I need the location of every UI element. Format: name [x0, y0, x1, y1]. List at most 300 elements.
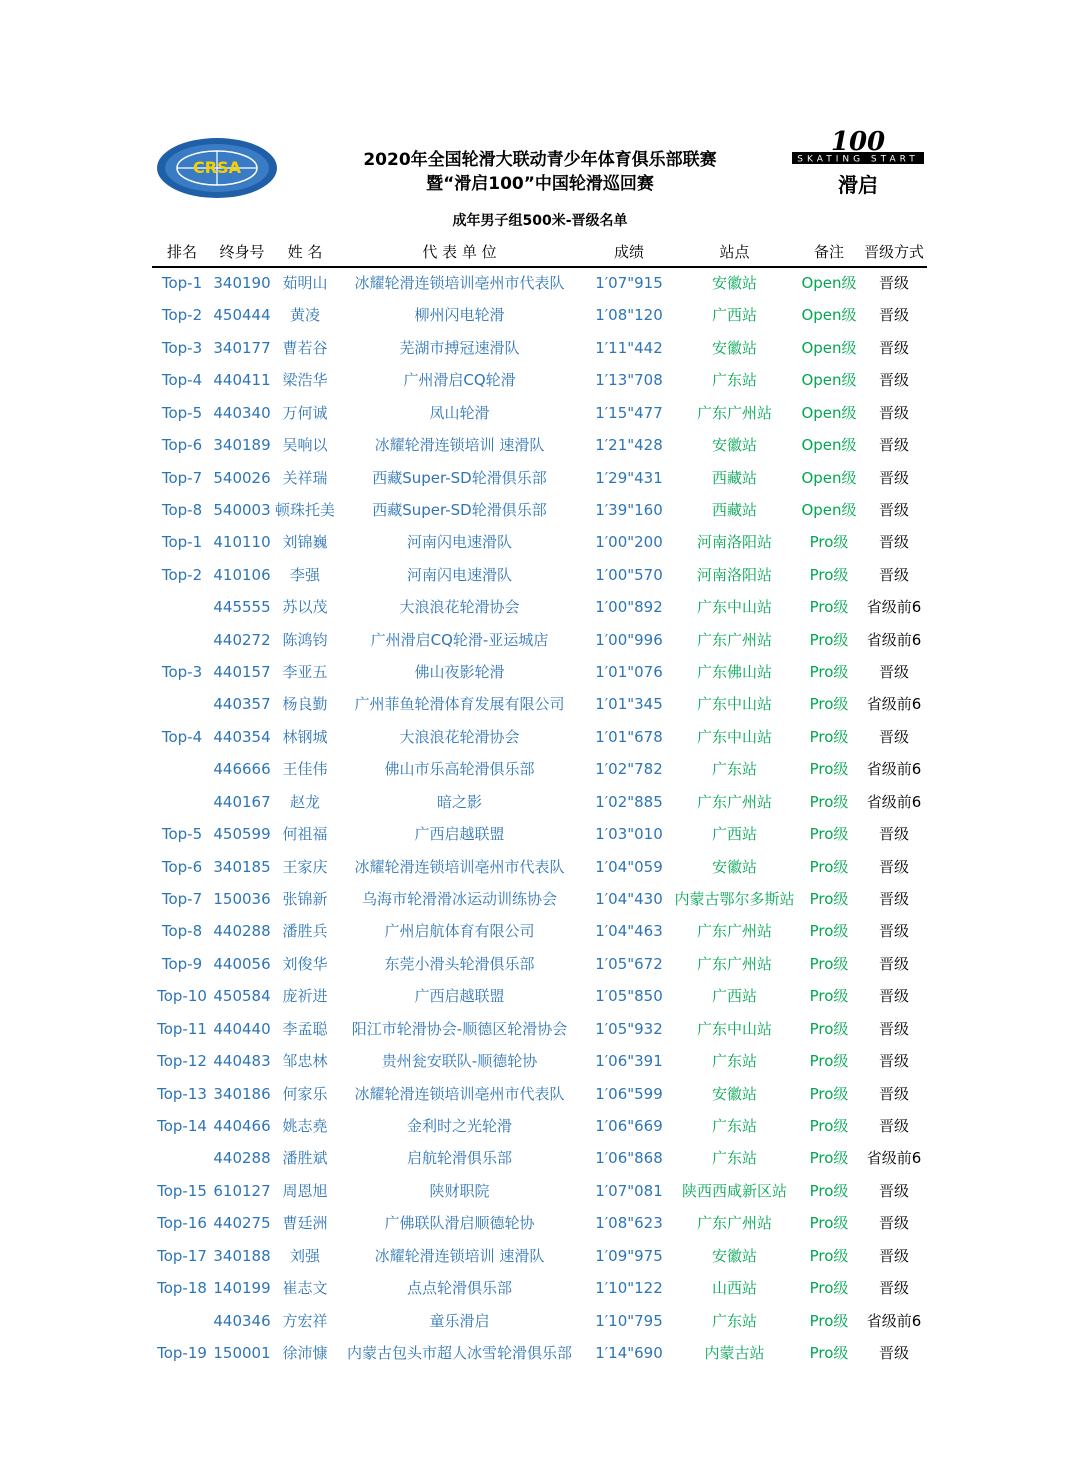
mode-cell: 晋级 — [878, 1279, 909, 1298]
unit-cell: 广州滑启CQ轮滑-亚运城店 — [370, 630, 549, 649]
id-cell: 440354 — [213, 727, 271, 746]
page-title-line2: 暨“滑启100”中国轮滑巡回赛 — [426, 174, 654, 194]
mode-cell: 晋级 — [878, 857, 909, 876]
table-row — [152, 1240, 927, 1272]
table-row — [152, 688, 927, 720]
table-row — [152, 559, 927, 591]
unit-cell: 冰耀轮滑连锁培训亳州市代表队 — [354, 1084, 565, 1103]
mode-cell: 省级前6 — [866, 695, 922, 714]
id-cell: 340188 — [213, 1246, 271, 1265]
score-cell: 1′10"795 — [595, 1311, 663, 1330]
station-cell: 广东站 — [711, 760, 757, 779]
name-cell: 庞祈进 — [282, 987, 328, 1006]
name-cell: 徐沛慷 — [282, 1343, 328, 1362]
station-cell: 山西站 — [711, 1279, 757, 1298]
score-cell: 1′08"120 — [595, 306, 663, 325]
mode-cell: 晋级 — [878, 1214, 909, 1233]
level-cell: Open级 — [801, 500, 857, 519]
unit-cell: 柳州闪电轮滑 — [414, 306, 505, 325]
mode-cell: 晋级 — [878, 1084, 909, 1103]
table-row — [152, 1207, 927, 1239]
mode-cell: 晋级 — [878, 1116, 909, 1135]
id-cell: 340177 — [213, 338, 271, 357]
id-cell: 440340 — [213, 403, 271, 422]
id-cell: 440272 — [213, 630, 271, 649]
table-row — [152, 332, 927, 364]
name-cell: 潘胜兵 — [282, 922, 328, 941]
rank-cell: Top-18 — [157, 1279, 207, 1298]
station-cell: 内蒙古站 — [704, 1343, 765, 1362]
name-cell: 赵龙 — [289, 792, 320, 811]
id-cell: 446666 — [213, 760, 271, 779]
level-cell: Pro级 — [809, 533, 849, 552]
name-cell: 关祥瑞 — [282, 468, 328, 487]
level-cell: Pro级 — [809, 1116, 849, 1135]
unit-cell: 河南闪电速滑队 — [406, 533, 512, 552]
id-cell: 440483 — [213, 1052, 271, 1071]
level-cell: Open级 — [801, 371, 857, 390]
name-cell: 李孟聪 — [282, 1019, 328, 1038]
id-cell: 440346 — [213, 1311, 271, 1330]
level-cell: Pro级 — [809, 1343, 849, 1362]
mode-cell: 晋级 — [878, 1246, 909, 1265]
rank-cell: Top-10 — [157, 987, 207, 1006]
unit-cell: 大浪浪花轮滑协会 — [399, 598, 520, 617]
unit-cell: 启航轮滑俱乐部 — [406, 1149, 512, 1168]
skating-start-logo — [790, 128, 926, 200]
mode-cell: 晋级 — [878, 371, 909, 390]
id-cell: 440275 — [213, 1214, 271, 1233]
name-cell: 陈鸿钧 — [282, 630, 328, 649]
score-cell: 1′00"200 — [595, 533, 663, 552]
col-level: 备注 — [813, 243, 844, 261]
id-cell: 540003 — [213, 500, 271, 519]
score-cell: 1′04"430 — [595, 890, 663, 909]
mode-cell: 省级前6 — [866, 792, 922, 811]
level-cell: Pro级 — [809, 922, 849, 941]
station-cell: 广东广州站 — [696, 792, 772, 811]
score-cell: 1′02"782 — [595, 760, 663, 779]
unit-cell: 广州启航体育有限公司 — [384, 922, 535, 941]
table-row — [152, 591, 927, 623]
station-cell: 西藏站 — [711, 468, 757, 487]
name-cell: 李强 — [289, 565, 320, 584]
rank-cell: Top-7 — [161, 468, 203, 487]
page-title: 2020年全国轮滑大联动青少年体育俱乐部联赛 — [363, 150, 717, 170]
id-cell: 440056 — [213, 954, 271, 973]
rank-cell: Top-7 — [161, 890, 203, 909]
score-cell: 1′09"975 — [595, 1246, 663, 1265]
table-row — [152, 851, 927, 883]
id-cell: 440357 — [213, 695, 271, 714]
table-row — [152, 494, 927, 526]
id-cell: 445555 — [213, 598, 271, 617]
unit-cell: 贵州瓮安联队-顺德轮协 — [381, 1052, 538, 1071]
mode-cell: 晋级 — [878, 890, 909, 909]
station-cell: 广东站 — [711, 1116, 757, 1135]
level-cell: Pro级 — [809, 1214, 849, 1233]
id-cell: 440157 — [213, 663, 271, 682]
table-row — [152, 883, 927, 915]
unit-cell: 暗之影 — [436, 792, 482, 811]
level-cell: Pro级 — [809, 695, 849, 714]
level-cell: Pro级 — [809, 1311, 849, 1330]
station-cell: 广西站 — [711, 987, 757, 1006]
table-row — [152, 818, 927, 850]
station-cell: 广东广州站 — [696, 630, 772, 649]
table-row — [152, 462, 927, 494]
score-cell: 1′01"345 — [595, 695, 663, 714]
level-cell: Open级 — [801, 274, 857, 292]
unit-cell: 陕财职院 — [429, 1181, 490, 1200]
table-row — [152, 1142, 927, 1174]
station-cell: 广东站 — [711, 1311, 757, 1330]
rank-cell: Top-6 — [161, 436, 203, 455]
level-cell: Pro级 — [809, 1279, 849, 1298]
mode-cell: 晋级 — [878, 500, 909, 519]
name-cell: 曹若谷 — [282, 338, 328, 357]
col-unit: 代 表 单 位 — [422, 243, 497, 261]
station-cell: 安徽站 — [711, 338, 757, 357]
col-id: 终身号 — [219, 243, 265, 261]
id-cell: 440288 — [213, 922, 271, 941]
mode-cell: 晋级 — [878, 727, 909, 746]
unit-cell: 点点轮滑俱乐部 — [406, 1279, 512, 1298]
name-cell: 何祖福 — [282, 825, 328, 844]
station-cell: 广东中山站 — [696, 727, 772, 746]
score-cell: 1′14"690 — [595, 1343, 663, 1362]
level-cell: Pro级 — [809, 954, 849, 973]
station-cell: 安徽站 — [711, 857, 757, 876]
rank-cell: Top-11 — [157, 1019, 207, 1038]
table-row — [152, 980, 927, 1012]
mode-cell: 晋级 — [878, 468, 909, 487]
table-row — [152, 915, 927, 947]
score-cell: 1′29"431 — [595, 468, 663, 487]
table-row — [152, 526, 927, 558]
name-cell: 刘强 — [289, 1246, 320, 1265]
name-cell: 吴响以 — [282, 436, 328, 455]
level-cell: Pro级 — [809, 1181, 849, 1200]
station-cell: 安徽站 — [711, 274, 757, 292]
id-cell: 150036 — [213, 890, 271, 909]
rank-cell: Top-1 — [161, 274, 203, 292]
unit-cell: 广西启越联盟 — [414, 987, 505, 1006]
station-cell: 广东站 — [711, 1052, 757, 1071]
level-cell: Pro级 — [809, 857, 849, 876]
mode-cell: 省级前6 — [866, 1149, 922, 1168]
id-cell: 340185 — [213, 857, 271, 876]
level-cell: Pro级 — [809, 1084, 849, 1103]
mode-cell: 晋级 — [878, 533, 909, 552]
unit-cell: 童乐滑启 — [429, 1311, 490, 1330]
name-cell: 刘锦巍 — [282, 533, 328, 552]
score-cell: 1′01"678 — [595, 727, 663, 746]
station-cell: 广东中山站 — [696, 695, 772, 714]
id-cell: 150001 — [213, 1343, 271, 1362]
score-cell: 1′07"915 — [595, 274, 663, 292]
unit-cell: 广州菲鱼轮滑体育发展有限公司 — [354, 695, 565, 714]
rank-cell: Top-5 — [161, 825, 203, 844]
score-cell: 1′06"669 — [595, 1116, 663, 1135]
name-cell: 茹明山 — [282, 274, 328, 292]
score-cell: 1′02"885 — [595, 792, 663, 811]
name-cell: 曹廷洲 — [282, 1214, 328, 1233]
id-cell: 440411 — [213, 371, 271, 390]
rank-cell: Top-5 — [161, 403, 203, 422]
score-cell: 1′06"868 — [595, 1149, 663, 1168]
station-cell: 广东佛山站 — [696, 663, 772, 682]
name-cell: 林钢城 — [282, 727, 328, 746]
level-cell: Pro级 — [809, 727, 849, 746]
list-subtitle: 成年男子组500米-晋级名单 — [452, 213, 628, 229]
name-cell: 黄凌 — [289, 306, 320, 325]
station-cell: 陕西西咸新区站 — [681, 1181, 787, 1200]
id-cell: 440466 — [213, 1116, 271, 1135]
rank-cell: Top-8 — [161, 922, 203, 941]
unit-cell: 冰耀轮滑连锁培训 速滑队 — [374, 1246, 545, 1265]
id-cell: 340186 — [213, 1084, 271, 1103]
table-row — [152, 1045, 927, 1077]
score-cell: 1′05"850 — [595, 987, 663, 1006]
table-row — [152, 948, 927, 980]
unit-cell: 内蒙古包头市超人冰雪轮滑俱乐部 — [346, 1343, 572, 1362]
rank-cell: Top-2 — [161, 306, 203, 325]
station-cell: 广东广州站 — [696, 1214, 772, 1233]
level-cell: Pro级 — [809, 987, 849, 1006]
station-cell: 广东广州站 — [696, 403, 772, 422]
level-cell: Open级 — [801, 436, 857, 455]
score-cell: 1′07"081 — [595, 1181, 663, 1200]
mode-cell: 晋级 — [878, 436, 909, 455]
name-cell: 张锦新 — [282, 890, 328, 909]
mode-cell: 晋级 — [878, 274, 909, 292]
mode-cell: 晋级 — [878, 954, 909, 973]
name-cell: 苏以茂 — [282, 598, 328, 617]
table-row — [152, 397, 927, 429]
name-cell: 李亚五 — [282, 663, 328, 682]
table-row — [152, 656, 927, 688]
name-cell: 邹忠林 — [282, 1052, 328, 1071]
name-cell: 潘胜斌 — [282, 1149, 328, 1168]
id-cell: 340189 — [213, 436, 271, 455]
station-cell: 广东广州站 — [696, 954, 772, 973]
score-cell: 1′06"599 — [595, 1084, 663, 1103]
rank-cell: Top-4 — [161, 371, 203, 390]
station-cell: 广东广州站 — [696, 922, 772, 941]
level-cell: Open级 — [801, 338, 857, 357]
score-cell: 1′13"708 — [595, 371, 663, 390]
station-cell: 广东站 — [711, 371, 757, 390]
mode-cell: 晋级 — [878, 1343, 909, 1362]
table-row — [152, 429, 927, 461]
name-cell: 顿珠托美 — [274, 500, 335, 519]
rank-cell: Top-17 — [157, 1246, 207, 1265]
level-cell: Pro级 — [809, 565, 849, 584]
unit-cell: 河南闪电速滑队 — [406, 565, 512, 584]
table-row — [152, 267, 927, 299]
unit-cell: 阳江市轮滑协会-顺德区轮滑协会 — [351, 1019, 568, 1038]
crsa-logo-text: CRSA — [193, 158, 241, 177]
col-station: 站点 — [719, 243, 750, 261]
unit-cell: 芜湖市搏冠速滑队 — [399, 338, 520, 357]
table-row — [152, 1013, 927, 1045]
name-cell: 何家乐 — [282, 1084, 328, 1103]
id-cell: 140199 — [213, 1279, 271, 1298]
level-cell: Pro级 — [809, 1246, 849, 1265]
rank-cell: Top-2 — [161, 565, 203, 584]
table-row — [152, 1175, 927, 1207]
unit-cell: 广西启越联盟 — [414, 825, 505, 844]
score-cell: 1′03"010 — [595, 825, 663, 844]
mode-cell: 晋级 — [878, 306, 909, 325]
rank-cell: Top-6 — [161, 857, 203, 876]
name-cell: 周恩旭 — [282, 1181, 328, 1200]
rank-cell: Top-3 — [161, 338, 203, 357]
score-cell: 1′06"391 — [595, 1052, 663, 1071]
mode-cell: 晋级 — [878, 403, 909, 422]
score-cell: 1′01"076 — [595, 663, 663, 682]
level-cell: Pro级 — [809, 1149, 849, 1168]
id-cell: 450584 — [213, 987, 271, 1006]
unit-cell: 冰耀轮滑连锁培训亳州市代表队 — [354, 857, 565, 876]
logo-skating-start-text: SKATING START — [797, 154, 919, 165]
mode-cell: 省级前6 — [866, 1311, 922, 1330]
name-cell: 万何诚 — [282, 403, 328, 422]
station-cell: 安徽站 — [711, 436, 757, 455]
table-row — [152, 786, 927, 818]
rank-cell: Top-15 — [157, 1181, 207, 1200]
score-cell: 1′05"672 — [595, 954, 663, 973]
unit-cell: 西藏Super-SD轮滑俱乐部 — [372, 500, 547, 519]
id-cell: 410110 — [213, 533, 271, 552]
mode-cell: 晋级 — [878, 1019, 909, 1038]
score-cell: 1′00"996 — [595, 630, 663, 649]
station-cell: 安徽站 — [711, 1084, 757, 1103]
table-row — [152, 1272, 927, 1304]
score-cell: 1′11"442 — [595, 338, 663, 357]
name-cell: 姚志堯 — [282, 1116, 328, 1135]
mode-cell: 晋级 — [878, 1181, 909, 1200]
rank-cell: Top-16 — [157, 1214, 207, 1233]
id-cell: 610127 — [213, 1181, 271, 1200]
unit-cell: 佛山夜影轮滑 — [414, 663, 505, 682]
table-row — [152, 753, 927, 785]
mode-cell: 晋级 — [878, 338, 909, 357]
level-cell: Open级 — [801, 468, 857, 487]
station-cell: 广东中山站 — [696, 598, 772, 617]
station-cell: 河南洛阳站 — [696, 533, 772, 552]
level-cell: Pro级 — [809, 598, 849, 617]
level-cell: Pro级 — [809, 760, 849, 779]
col-score: 成绩 — [613, 243, 644, 261]
table-row — [152, 1078, 927, 1110]
rank-cell: Top-19 — [157, 1343, 207, 1362]
rank-cell: Top-3 — [161, 663, 203, 682]
unit-cell: 广州滑启CQ轮滑 — [403, 371, 516, 390]
rank-cell: Top-13 — [157, 1084, 207, 1103]
level-cell: Pro级 — [809, 1052, 849, 1071]
mode-cell: 省级前6 — [866, 760, 922, 779]
station-cell: 广西站 — [711, 306, 757, 325]
col-name: 姓 名 — [287, 243, 323, 261]
rank-cell: Top-9 — [161, 954, 203, 973]
mode-cell: 晋级 — [878, 825, 909, 844]
station-cell: 内蒙古鄂尔多斯站 — [674, 890, 795, 909]
col-mode: 晋级方式 — [863, 243, 924, 261]
table-row — [152, 721, 927, 753]
station-cell: 西藏站 — [711, 500, 757, 519]
unit-cell: 冰耀轮滑连锁培训 速滑队 — [374, 436, 545, 455]
rank-cell: Top-14 — [157, 1116, 207, 1135]
id-cell: 340190 — [213, 274, 271, 292]
level-cell: Open级 — [801, 306, 857, 325]
name-cell: 王家庆 — [282, 857, 328, 876]
mode-cell: 晋级 — [878, 987, 909, 1006]
station-cell: 安徽站 — [711, 1246, 757, 1265]
score-cell: 1′08"623 — [595, 1214, 663, 1233]
rank-cell: Top-1 — [161, 533, 203, 552]
score-cell: 1′04"463 — [595, 922, 663, 941]
score-cell: 1′15"477 — [595, 403, 663, 422]
unit-cell: 东莞小滑头轮滑俱乐部 — [384, 954, 535, 973]
rank-cell: Top-12 — [157, 1052, 207, 1071]
score-cell: 1′10"122 — [595, 1279, 663, 1298]
station-cell: 广东站 — [711, 1149, 757, 1168]
col-rank: 排名 — [166, 243, 197, 261]
unit-cell: 凤山轮滑 — [429, 403, 490, 422]
mode-cell: 晋级 — [878, 1052, 909, 1071]
score-cell: 1′05"932 — [595, 1019, 663, 1038]
id-cell: 450599 — [213, 825, 271, 844]
id-cell: 450444 — [213, 306, 271, 325]
crsa-logo — [155, 136, 279, 200]
rank-cell: Top-8 — [161, 500, 203, 519]
level-cell: Pro级 — [809, 663, 849, 682]
table-row — [152, 1305, 927, 1337]
unit-cell: 冰耀轮滑连锁培训亳州市代表队 — [354, 274, 565, 292]
name-cell: 崔志文 — [282, 1279, 328, 1298]
station-cell: 广东中山站 — [696, 1019, 772, 1038]
unit-cell: 广佛联队滑启顺德轮协 — [384, 1214, 535, 1233]
table-header — [152, 240, 927, 264]
level-cell: Pro级 — [809, 792, 849, 811]
id-cell: 540026 — [213, 468, 271, 487]
table-row — [152, 624, 927, 656]
station-cell: 河南洛阳站 — [696, 565, 772, 584]
mode-cell: 晋级 — [878, 663, 909, 682]
score-cell: 1′00"892 — [595, 598, 663, 617]
level-cell: Open级 — [801, 403, 857, 422]
unit-cell: 西藏Super-SD轮滑俱乐部 — [372, 468, 547, 487]
mode-cell: 晋级 — [878, 922, 909, 941]
table-row — [152, 1110, 927, 1142]
name-cell: 梁浩华 — [282, 371, 328, 390]
name-cell: 方宏祥 — [282, 1311, 328, 1330]
unit-cell: 大浪浪花轮滑协会 — [399, 727, 520, 746]
unit-cell: 乌海市轮滑滑冰运动训练协会 — [361, 890, 557, 909]
unit-cell: 金利时之光轮滑 — [406, 1116, 512, 1135]
id-cell: 440440 — [213, 1019, 271, 1038]
mode-cell: 省级前6 — [866, 630, 922, 649]
name-cell: 王佳伟 — [282, 760, 328, 779]
table-row — [152, 364, 927, 396]
station-cell: 广西站 — [711, 825, 757, 844]
score-cell: 1′00"570 — [595, 565, 663, 584]
mode-cell: 省级前6 — [866, 598, 922, 617]
score-cell: 1′21"428 — [595, 436, 663, 455]
logo-huaqi-text: 滑启 — [838, 173, 878, 197]
